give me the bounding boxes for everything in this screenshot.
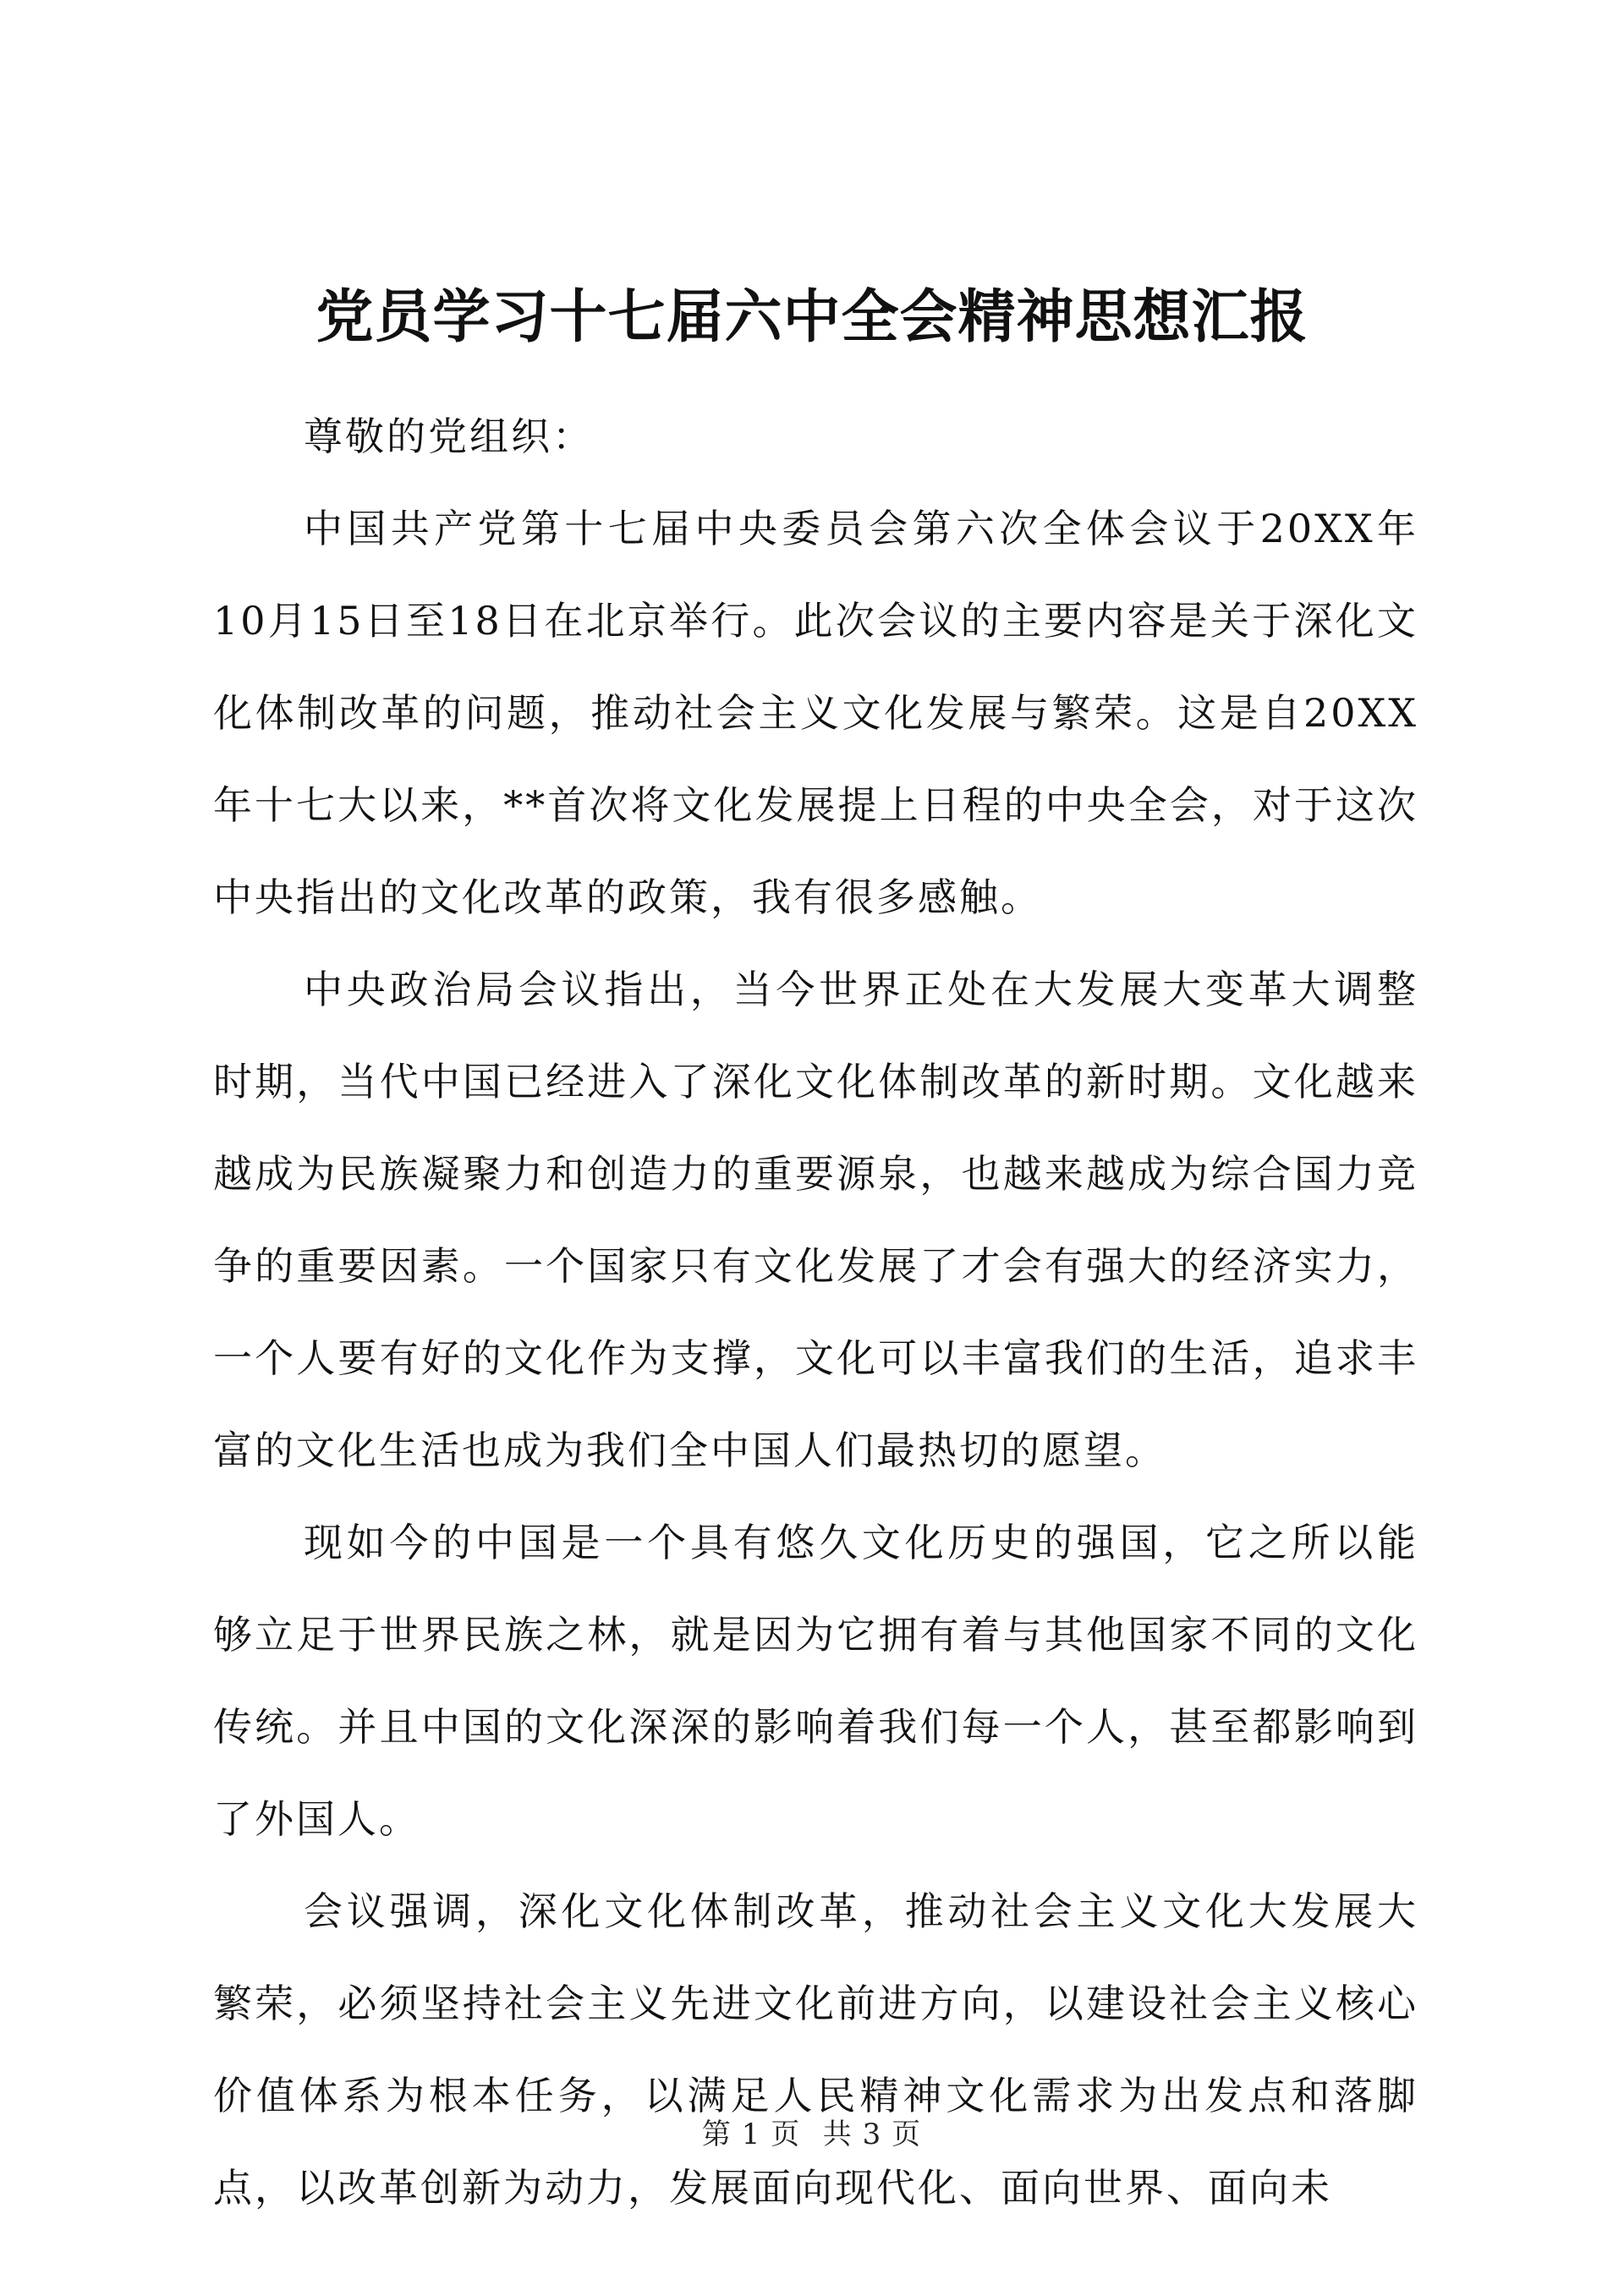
current-page-number: 1 xyxy=(741,2118,762,2151)
page-footer xyxy=(0,2116,1624,2153)
paragraph-4: 会议强调，深化文化体制改革，推动社会主义文化大发展大繁荣，必须坚持社会主义先进文化前进方向，以建设社会主义核心价值体系为根本任务，以满足人民精神文化需求为出发点和落脚点，以改革创新为动力，发展面向现代化、面向世界、面向未 xyxy=(213,1888,1418,2211)
page-label-mid: 页 共 xyxy=(771,2118,853,2151)
paragraph-1: 中国共产党第十七届中央委员会第六次全体会议于20XX年10月15日至18日在北京举行。此次会议的主要内容是关于深化文化体制改革的问题，推动社会主义文化发展与繁荣。这是自20XX年十七大以来，**首次将文化发展提上日程的中央全会，对于这次中央指出的文化改革的政策，我有很多感触。 xyxy=(213,506,1418,920)
total-pages-number: 3 xyxy=(862,2118,883,2151)
document-title: 党员学习十七届六中全会精神思想汇报 xyxy=(315,283,1309,351)
paragraph-2: 中央政治局会议指出，当今世界正处在大发展大变革大调整时期，当代中国已经进入了深化文化体制改革的新时期。文化越来越成为民族凝聚力和创造力的重要源泉，也越来越成为综合国力竞争的重要因素。一个国家只有文化发展了才会有强大的经济实力，一个人要有好的文化作为支撑，文化可以丰富我们的生活，追求丰富的文化生活也成为我们全中国人们最热切的愿望。 xyxy=(213,967,1418,1473)
salutation: 尊敬的党组织： xyxy=(304,414,594,459)
paragraph-3: 现如今的中国是一个具有悠久文化历史的强国，它之所以能够立足于世界民族之林，就是因为它拥有着与其他国家不同的文化传统。并且中国的文化深深的影响着我们每一个人，甚至都影响到了外国人。 xyxy=(213,1520,1418,1842)
page-label-prefix: 第 xyxy=(701,2118,732,2151)
document-body xyxy=(213,391,1418,2234)
page-label-suffix: 页 xyxy=(892,2118,923,2151)
